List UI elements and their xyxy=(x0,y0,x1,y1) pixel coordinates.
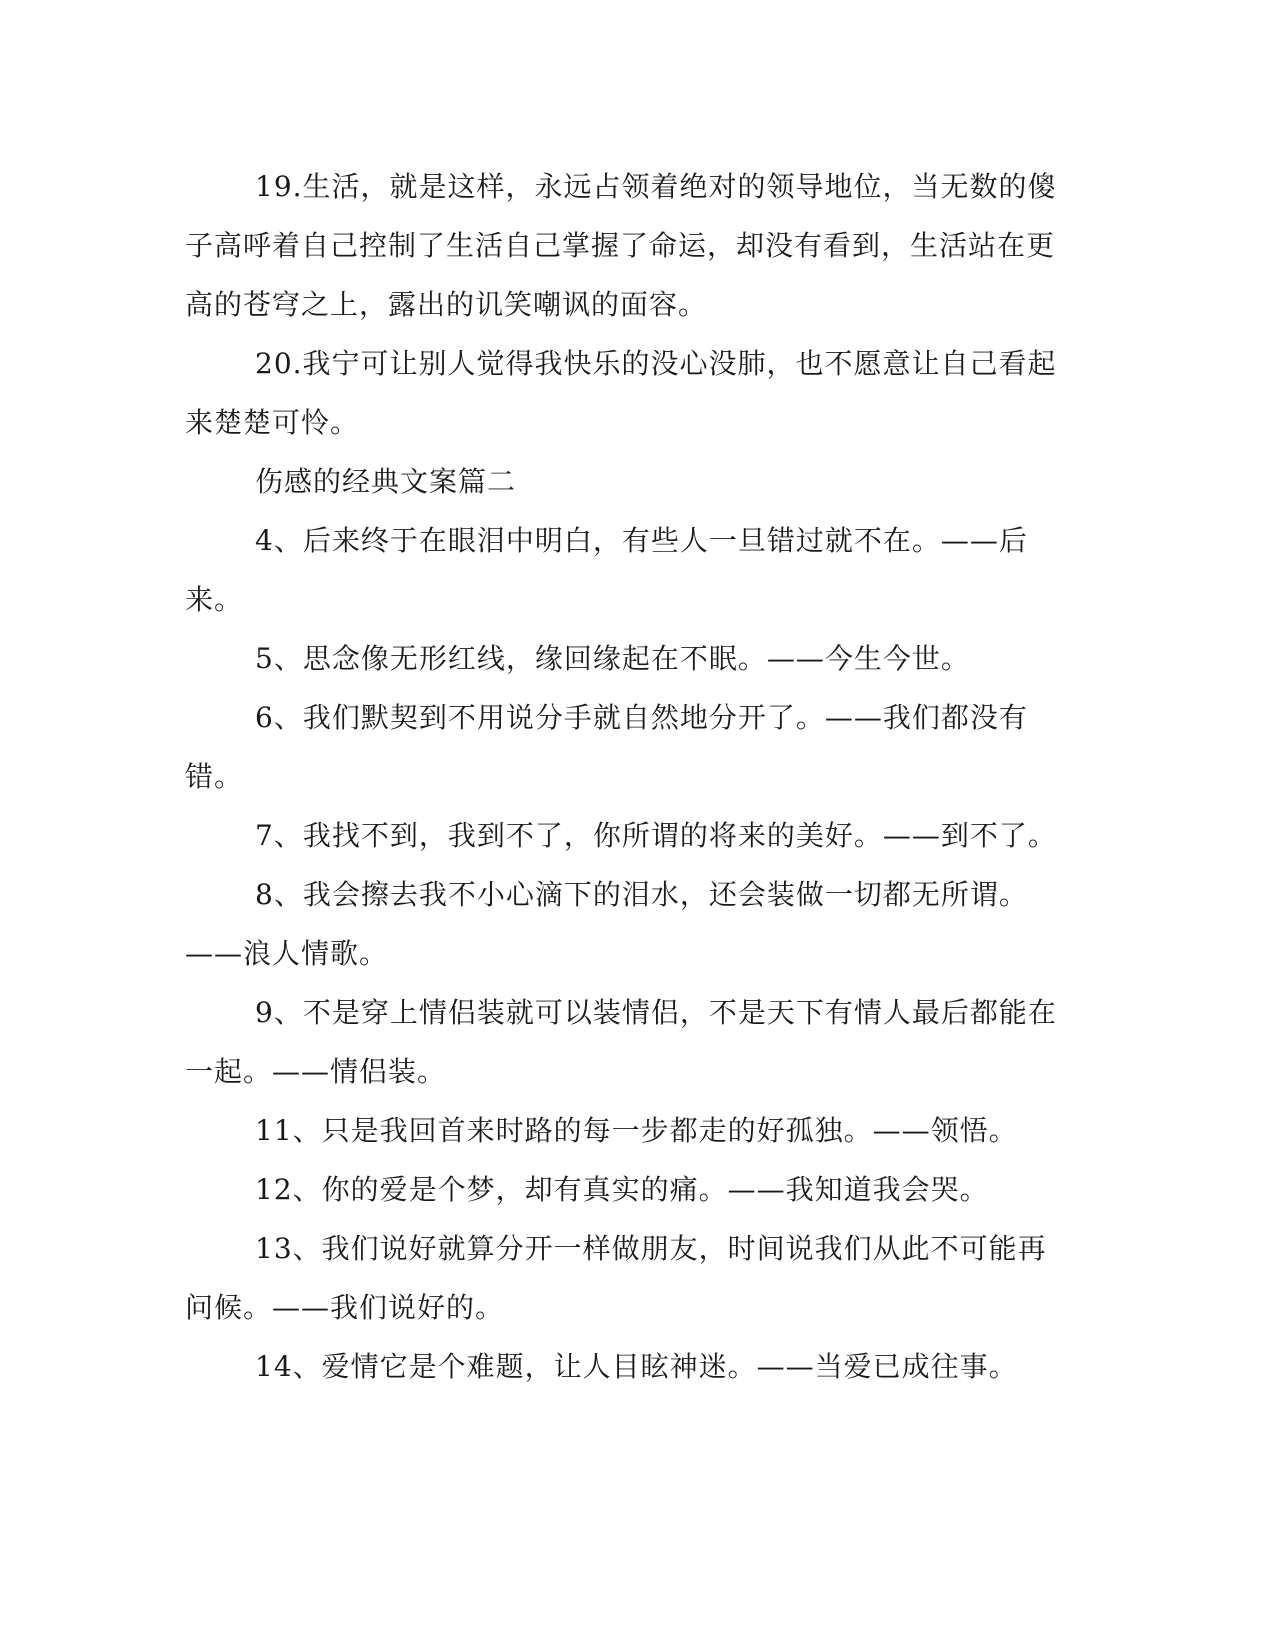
paragraph-11: 11、只是我回首来时路的每一步都走的好孤独。——领悟。 xyxy=(255,1114,1018,1147)
paragraph-8: 8、我会擦去我不小心滴下的泪水，还会装做一切都无所谓。——浪人情歌。 xyxy=(185,878,1028,970)
paragraph-7: 7、我找不到，我到不了，你所谓的将来的美好。——到不了。 xyxy=(255,819,1057,852)
paragraph-20: 20.我宁可让别人觉得我快乐的没心没肺，也不愿意让自己看起来楚楚可怜。 xyxy=(185,347,1057,439)
paragraph-6: 6、我们默契到不用说分手就自然地分开了。——我们都没有错。 xyxy=(185,701,1028,793)
paragraph-9: 9、不是穿上情侣装就可以装情侣，不是天下有情人最后都能在一起。——情侣装。 xyxy=(185,996,1057,1088)
paragraph-12: 12、你的爱是个梦，却有真实的痛。——我知道我会哭。 xyxy=(255,1173,989,1206)
paragraph-13: 13、我们说好就算分开一样做朋友，时间说我们从此不可能再问候。——我们说好的。 xyxy=(185,1232,1047,1324)
paragraph-4: 4、后来终于在眼泪中明白，有些人一旦错过就不在。——后来。 xyxy=(185,524,1028,616)
paragraph-5: 5、思念像无形红线，缘回缘起在不眠。——今生今世。 xyxy=(255,642,970,675)
document-body xyxy=(185,157,1065,1396)
paragraph-19: 19.生活，就是这样，永远占领着绝对的领导地位，当无数的傻子高呼着自己控制了生活自己掌握了命运，却没有看到，生活站在更高的苍穹之上，露出的讥笑嘲讽的面容。 xyxy=(185,170,1057,321)
section-heading: 伤感的经典文案篇二 xyxy=(255,465,517,498)
paragraph-14: 14、爱情它是个难题，让人目眩神迷。——当爱已成往事。 xyxy=(255,1350,1018,1383)
